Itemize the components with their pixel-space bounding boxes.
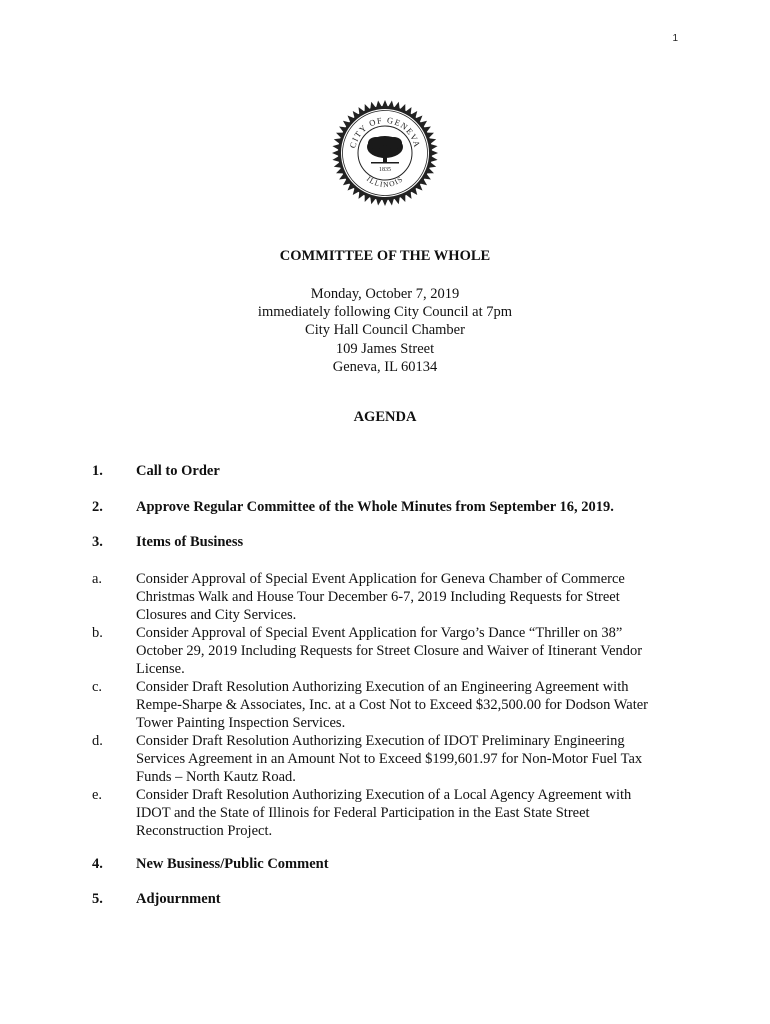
sub-item-line: Christmas Walk and House Tour December 6-7, 2019 Including Requests for Street: [136, 589, 620, 605]
sub-item: [92, 624, 692, 678]
sub-item-letter: d.: [92, 733, 103, 749]
sub-item-letter: c.: [92, 679, 103, 695]
sub-item-line: October 29, 2019 Including Requests for Street Closure and Waiver of Itinerant Vendor: [136, 643, 643, 659]
sub-item: [92, 786, 692, 840]
page-number: 1: [672, 33, 678, 44]
sub-item-line: Consider Approval of Special Event Application for Vargo’s Dance “Thriller on 38”: [136, 625, 623, 641]
agenda-item-number: 5.: [92, 891, 103, 907]
agenda-heading: AGENDA: [353, 409, 417, 425]
sub-item-letter: e.: [92, 787, 103, 803]
seal-bottom-text: ILLINOIS: [364, 174, 406, 190]
sub-item-line: Services Agreement in an Amount Not to Exceed $199,601.97 for Non-Motor Fuel Tax: [136, 751, 643, 767]
sub-item-line: Rempe-Sharpe & Associates, Inc. at a Cost Not to Exceed $32,500.00 for Dodson Water: [136, 697, 648, 713]
agenda-item-number: 1.: [92, 463, 103, 479]
page-title: COMMITTEE OF THE WHOLE: [279, 248, 491, 264]
agenda-item-number: 4.: [92, 856, 103, 872]
sub-item: [92, 570, 692, 624]
agenda-item-text: New Business/Public Comment: [136, 856, 329, 872]
seal-ring-text: CITY OF GENEVA: [347, 114, 423, 150]
meeting-time: immediately following City Council at 7pm: [257, 304, 513, 321]
sub-item-line: Tower Painting Inspection Services.: [136, 715, 346, 731]
sub-item-line: License.: [136, 661, 185, 677]
business-sub-items: [92, 570, 692, 840]
agenda-item-text: Adjournment: [136, 891, 221, 907]
seal-year: 1835: [379, 167, 391, 173]
meeting-location: City Hall Council Chamber: [305, 322, 465, 339]
agenda-item-text: Items of Business: [136, 534, 244, 550]
agenda-item-text: Call to Order: [136, 463, 220, 479]
sub-item-letter: b.: [92, 625, 103, 641]
sub-item: [92, 732, 692, 786]
meeting-date: Monday, October 7, 2019: [310, 286, 460, 302]
sub-item-line: Consider Draft Resolution Authorizing Execution of IDOT Preliminary Engineering: [136, 733, 625, 749]
meeting-city: Geneva, IL 60134: [332, 358, 438, 375]
sub-item-line: Consider Approval of Special Event Application for Geneva Chamber of Commerce: [136, 571, 625, 587]
agenda-item-number: 2.: [92, 499, 103, 515]
meeting-details: [0, 285, 770, 376]
sub-item-line: Consider Draft Resolution Authorizing Execution of an Engineering Agreement with: [136, 679, 629, 695]
sub-item-line: Funds – North Kautz Road.: [136, 769, 296, 785]
city-seal-graphic: [331, 99, 439, 207]
agenda-item-number: 3.: [92, 534, 103, 550]
city-seal: [331, 99, 439, 207]
meeting-street: 109 James Street: [335, 340, 435, 357]
sub-item-line: Consider Draft Resolution Authorizing Execution of a Local Agency Agreement with: [136, 787, 632, 803]
agenda-item-text: Approve Regular Committee of the Whole Minutes from September 16, 2019.: [136, 499, 614, 515]
sub-item-line: Reconstruction Project.: [136, 823, 273, 839]
sub-item-line: IDOT and the State of Illinois for Federal Participation in the East State Street: [136, 805, 590, 821]
sub-item: [92, 678, 692, 732]
sub-item-letter: a.: [92, 571, 103, 587]
sub-item-line: Closures and City Services.: [136, 607, 297, 623]
